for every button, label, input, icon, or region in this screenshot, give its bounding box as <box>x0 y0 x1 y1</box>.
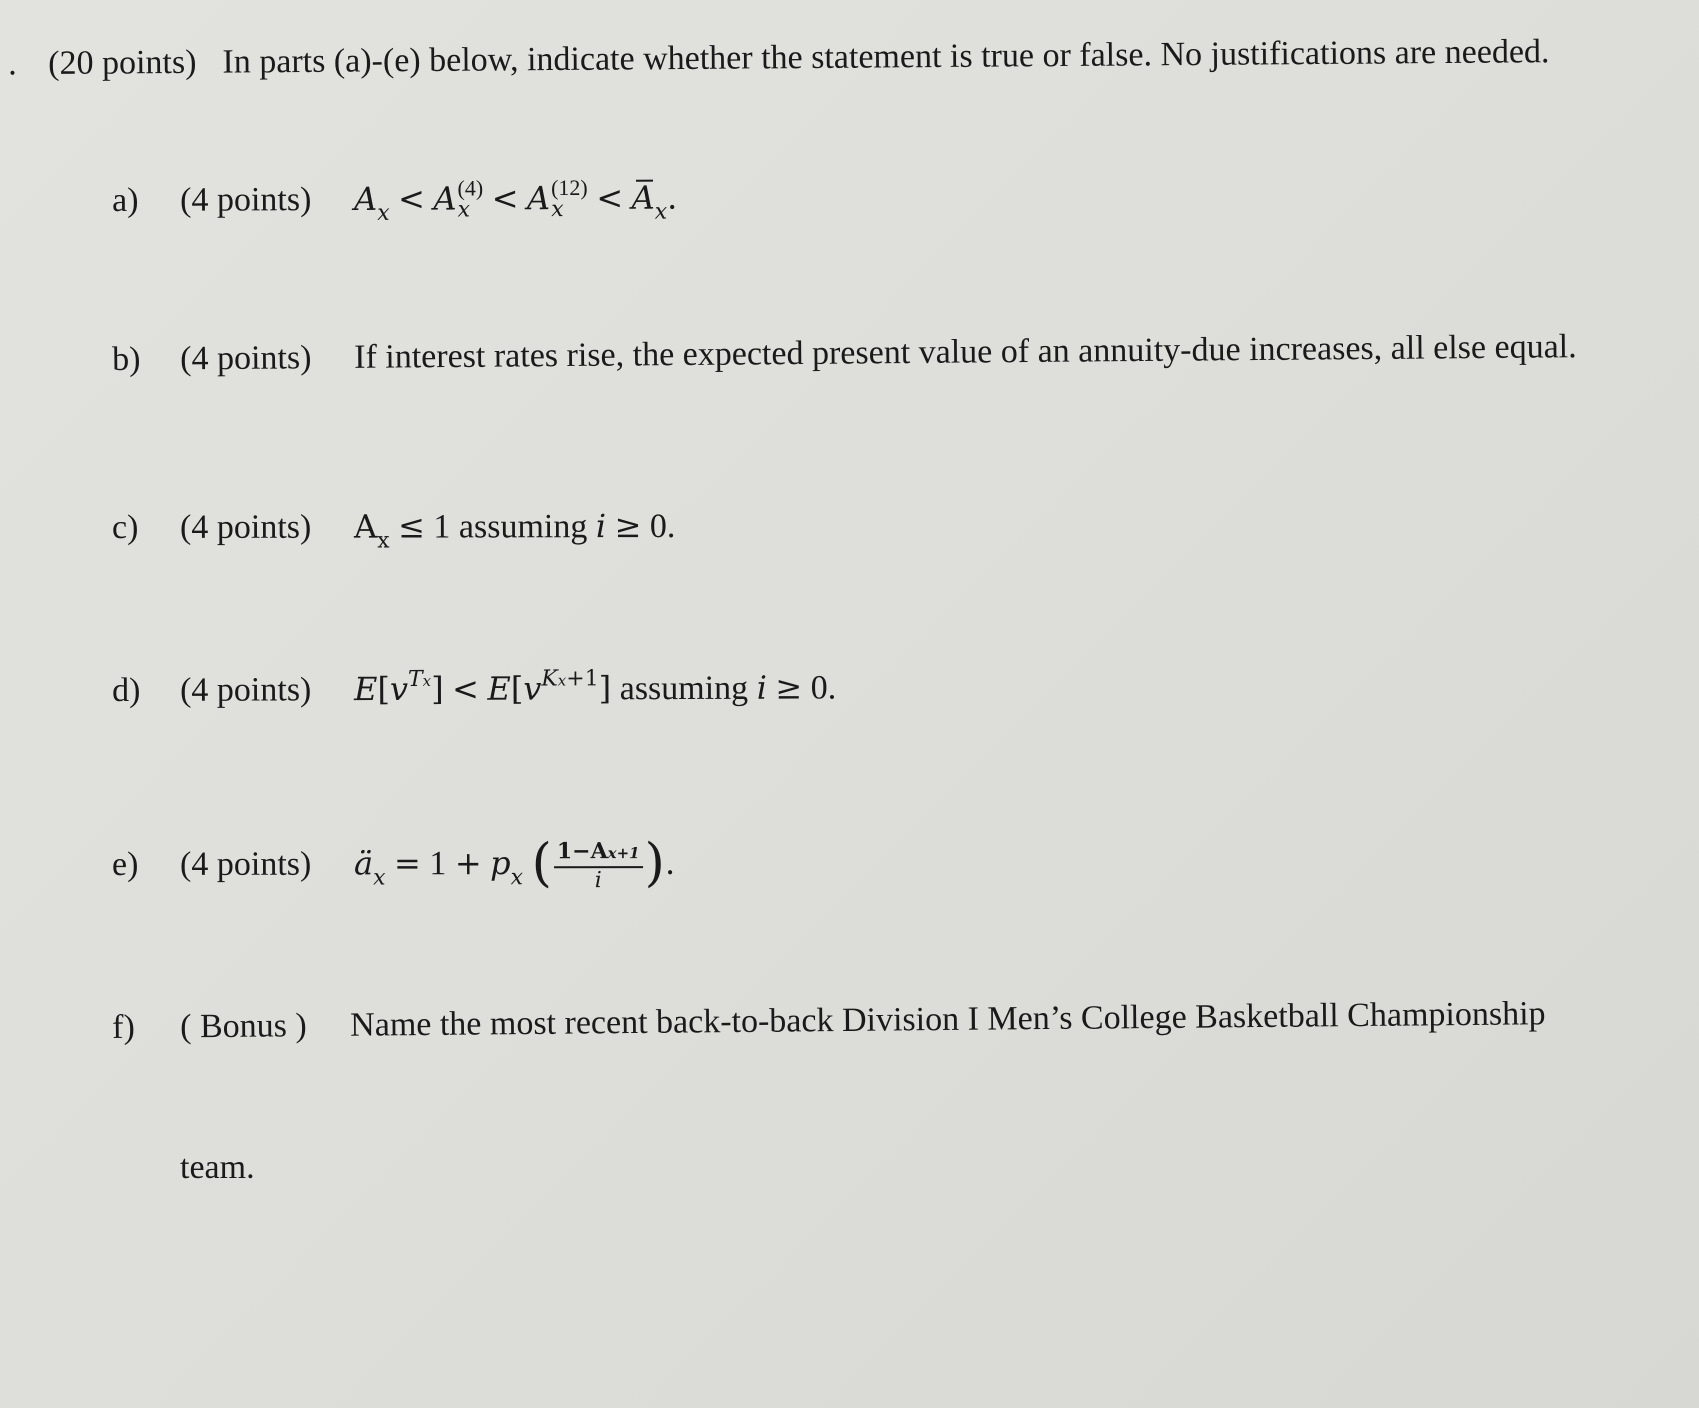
question-f-text: Name the most recent back-to-back Division I Men’s College Basketball Championship <box>350 995 1546 1044</box>
question-header <box>8 29 1648 86</box>
question-bullet: . <box>8 45 17 83</box>
question-c-points: (4 points) <box>180 508 312 546</box>
question-f-letter: f) <box>112 1008 136 1046</box>
question-instruction: In parts (a)-(e) below, indicate whether the statement is true or false. No justifications are needed. <box>222 33 1550 81</box>
question-a-points: (4 points) <box>180 181 312 219</box>
question-c-letter: c) <box>112 508 139 546</box>
question-c-formula: $A_x \le 1$ assuming i ≥ 0. <box>354 507 676 554</box>
question-d-points: (4 points) <box>180 671 312 709</box>
question-f-text-continued: team. <box>180 1149 255 1186</box>
question-points: (20 points) <box>48 43 197 82</box>
question-f-points: ( Bonus ) <box>180 1007 307 1046</box>
question-d <box>112 665 836 718</box>
question-e-formula: $ä_x = 1 + p_x$ ( $\frac{1-Ax+1}{i}$ ). <box>354 833 676 894</box>
question-a-letter: a) <box>112 181 139 219</box>
question-b-letter: b) <box>112 340 141 378</box>
question-a-formula: $A_x < A$ (4) x < A (12) x < $A_x$. <box>354 175 678 226</box>
question-b-points: (4 points) <box>180 339 312 378</box>
question-a <box>112 176 677 227</box>
question-e <box>112 833 676 894</box>
question-b-text: If interest rates rise, the expected present value of an annuity-due increases, all else equal. <box>354 328 1577 376</box>
question-d-letter: d) <box>112 671 141 709</box>
question-c <box>112 504 675 554</box>
question-e-points: (4 points) <box>180 845 312 883</box>
question-e-letter: e) <box>112 845 139 883</box>
question-b <box>112 325 1577 382</box>
question-f <box>112 992 1546 1050</box>
question-d-formula: $E[v^{Tx}] < E[v^{Kx+1}]$ assuming i ≥ 0. <box>354 666 837 709</box>
